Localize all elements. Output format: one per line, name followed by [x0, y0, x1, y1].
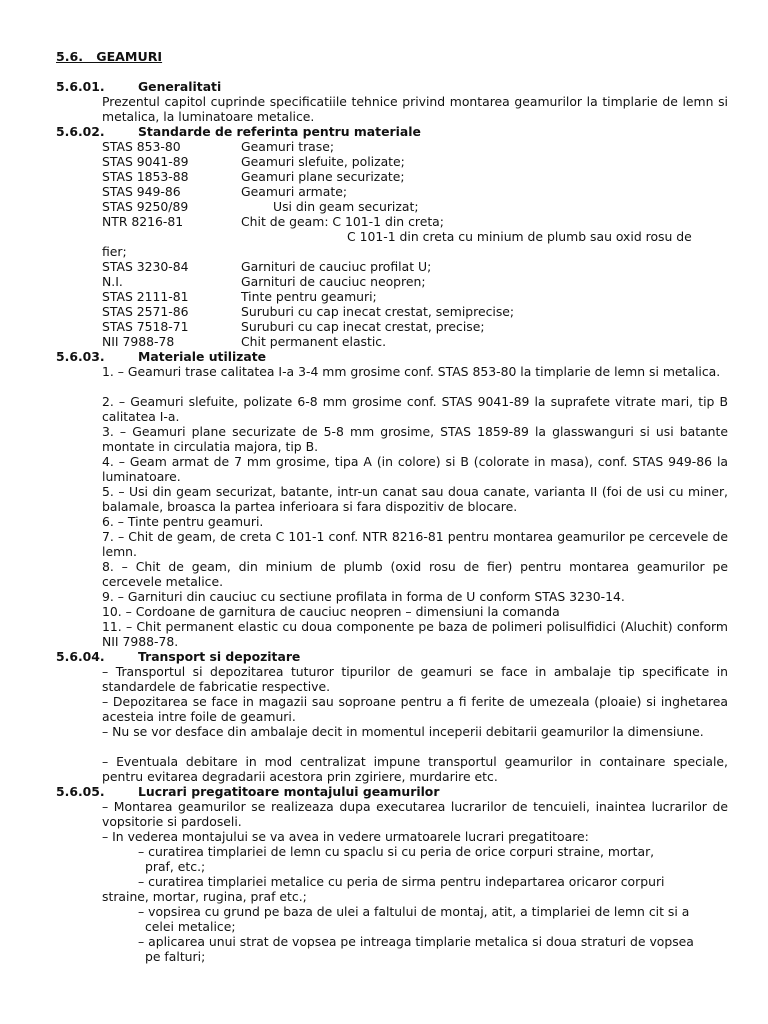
list-item: – Eventuala debitare in mod centralizat impune transportul geamurilor in containare speciale, pentru evitarea degradarii acestora prin zgiriere, murdarire etc.: [102, 754, 728, 784]
list-item: 8. – Chit de geam, din minium de plumb (oxid rosu de fier) pentru montarea geamurilor pe cercevele metalice.: [102, 559, 728, 589]
standard-description: Usi din geam securizat;: [273, 199, 419, 214]
standard-code: STAS 9041-89: [102, 154, 189, 169]
standard-code: STAS 3230-84: [102, 259, 189, 274]
sub-list-line: – vopsirea cu grund pe baza de ulei a faltului de montaj, atit, a timplariei de lemn cit si a: [138, 904, 690, 919]
standard-continuation: fier;: [102, 244, 127, 259]
section-heading-5-6-05: [56, 785, 439, 800]
section-number: 5.6.03.: [56, 349, 105, 364]
standard-description: Geamuri slefuite, polizate;: [241, 154, 405, 169]
section-paragraph: Prezentul capitol cuprinde specificatiile tehnice privind montarea geamurilor la timplarie de lemn si metalica, la luminatoare metalice.: [102, 94, 728, 124]
standard-code: STAS 1853-88: [102, 169, 189, 184]
standard-description: Chit permanent elastic.: [241, 334, 387, 349]
sub-list-line: praf, etc.;: [145, 859, 206, 874]
list-item: 4. – Geam armat de 7 mm grosime, tipa A (in colore) si B (colorate in masa), conf. STAS 949-86 la luminatoare.: [102, 454, 728, 484]
standard-code: STAS 2111-81: [102, 289, 189, 304]
sub-list-line: pe falturi;: [145, 949, 206, 964]
sub-list-line: celei metalice;: [145, 919, 236, 934]
standard-description: Tinte pentru geamuri;: [241, 289, 377, 304]
list-item: 1. – Geamuri trase calitatea I-a 3-4 mm grosime conf. STAS 853-80 la timplarie de lemn si metalica.: [102, 364, 721, 379]
list-item: 2. – Geamuri slefuite, polizate 6-8 mm grosime conf. STAS 9041-89 la suprafete vitrate mari, tip B calitatea I-a.: [102, 394, 728, 424]
section-title: Transport si depozitare: [138, 649, 301, 664]
section-heading-5-6-03: [56, 350, 266, 365]
section-heading-5-6-02: [56, 125, 421, 140]
standard-code: STAS 853-80: [102, 139, 181, 154]
standard-description: Geamuri plane securizate;: [241, 169, 405, 184]
standard-code: STAS 949-86: [102, 184, 181, 199]
sub-list-line: straine, mortar, rugina, praf etc.;: [102, 889, 307, 904]
section-title: Materiale utilizate: [138, 349, 267, 364]
list-item: – Transportul si depozitarea tuturor tipurilor de geamuri se face in ambalaje tip specificate in standardele de fabricatie respective.: [102, 664, 728, 694]
list-item: 9. – Garnituri din cauciuc cu sectiune profilata in forma de U conform STAS 3230-14.: [102, 589, 625, 604]
standard-code: STAS 2571-86: [102, 304, 189, 319]
standard-code: NTR 8216-81: [102, 214, 184, 229]
standard-description: Suruburi cu cap inecat crestat, semiprecise;: [241, 304, 515, 319]
section-heading-5-6-01: [56, 80, 221, 95]
list-item: – Nu se vor desface din ambalaje decit in momentul inceperii debitarii geamurilor la dimensiune.: [102, 724, 704, 739]
list-item: – Montarea geamurilor se realizeaza dupa executarea lucrarilor de tencuieli, inaintea lucrarilor de vopsitorie si pardoseli.: [102, 799, 728, 829]
section-number: 5.6.04.: [56, 649, 105, 664]
standard-description: Geamuri armate;: [241, 184, 348, 199]
section-title: Standarde de referinta pentru materiale: [138, 124, 421, 139]
section-title: Lucrari pregatitoare montajului geamurilor: [138, 784, 440, 799]
list-item: 7. – Chit de geam, de creta C 101-1 conf. NTR 8216-81 pentru montarea geamurilor pe cercevele de lemn.: [102, 529, 728, 559]
list-item: 3. – Geamuri plane securizate de 5-8 mm grosime, STAS 1859-89 la glasswanguri si usi batante montate in circulatia majora, tip B.: [102, 424, 728, 454]
standard-description: Garnituri de cauciuc profilat U;: [241, 259, 432, 274]
standard-code: NII 7988-78: [102, 334, 175, 349]
chapter-title: 5.6. GEAMURI: [56, 49, 163, 64]
sub-list-line: – curatirea timplariei metalice cu peria de sirma pentru indepartarea oricaror corpuri: [138, 874, 665, 889]
sub-list-line: – curatirea timplariei de lemn cu spaclu si cu peria de orice corpuri straine, mortar,: [138, 844, 655, 859]
list-item: 5. – Usi din geam securizat, batante, intr-un canat sau doua canate, varianta II (foi de usi cu miner, balamale, broasca la partea inferioara si fara dispozitiv de blocare.: [102, 484, 728, 514]
standard-description: Chit de geam: C 101-1 din creta;: [241, 214, 444, 229]
section-heading-5-6-04: [56, 650, 300, 665]
list-item: 6. – Tinte pentru geamuri.: [102, 514, 264, 529]
standard-code: N.I.: [102, 274, 123, 289]
standard-code: STAS 7518-71: [102, 319, 189, 334]
section-number: 5.6.02.: [56, 124, 105, 139]
section-title: Generalitati: [138, 79, 222, 94]
standard-description: Garnituri de cauciuc neopren;: [241, 274, 426, 289]
list-item: 11. – Chit permanent elastic cu doua componente pe baza de polimeri polisulfidici (Aluchit) conform NII 7988-78.: [102, 619, 728, 649]
list-item: 10. – Cordoane de garnitura de cauciuc neopren – dimensiuni la comanda: [102, 604, 560, 619]
standard-code: STAS 9250/89: [102, 199, 189, 214]
section-number: 5.6.05.: [56, 784, 105, 799]
standard-continuation: C 101-1 din creta cu minium de plumb sau oxid rosu de: [347, 229, 692, 244]
standard-description: Geamuri trase;: [241, 139, 335, 154]
standard-description: Suruburi cu cap inecat crestat, precise;: [241, 319, 485, 334]
section-number: 5.6.01.: [56, 79, 105, 94]
sub-list-line: – aplicarea unui strat de vopsea pe intreaga timplarie metalica si doua straturi de vopsea: [138, 934, 694, 949]
list-item: – Depozitarea se face in magazii sau soproane pentru a fi ferite de umezeala (ploaie) si inghetarea acesteia intre foile de geamuri.: [102, 694, 728, 724]
list-item: – In vederea montajului se va avea in vedere urmatoarele lucrari pregatitoare:: [102, 829, 589, 844]
